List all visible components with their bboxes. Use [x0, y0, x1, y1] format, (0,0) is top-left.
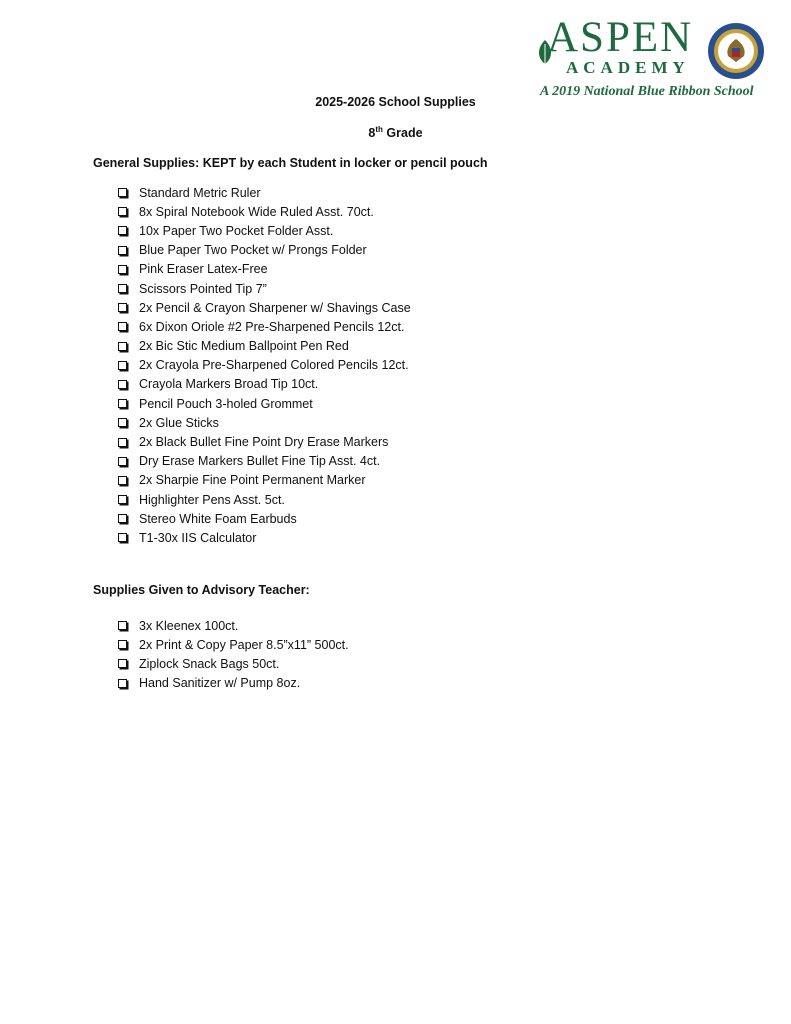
list-item-label: Standard Metric Ruler: [139, 185, 261, 200]
list-item: [118, 394, 411, 413]
list-item: [118, 241, 411, 260]
list-item: [118, 337, 411, 356]
checkbox-icon: [118, 380, 127, 389]
list-item-label: Dry Erase Markers Bullet Fine Tip Asst. 4ct.: [139, 454, 381, 469]
list-item: [118, 317, 411, 336]
list-item: [118, 528, 411, 547]
checkbox-icon: [118, 495, 127, 504]
list-item-label: 10x Paper Two Pocket Folder Asst.: [139, 223, 334, 238]
list-item: [118, 413, 411, 432]
list-item: [118, 221, 411, 240]
checkbox-icon: [118, 418, 127, 427]
list-item: [118, 509, 411, 528]
list-item-label: 2x Glue Sticks: [139, 415, 219, 430]
list-item-label: 2x Black Bullet Fine Point Dry Erase Markers: [139, 435, 389, 450]
list-item-label: Ziplock Snack Bags 50ct.: [139, 656, 280, 671]
checkbox-icon: [118, 303, 127, 312]
list-item-label: Pink Eraser Latex-Free: [139, 262, 268, 277]
checkbox-icon: [118, 457, 127, 466]
list-item-label: Blue Paper Two Pocket w/ Prongs Folder: [139, 243, 367, 258]
checkbox-icon: [118, 476, 127, 485]
list-item: [118, 452, 411, 471]
list-item-label: 6x Dixon Oriole #2 Pre-Sharpened Pencils 12ct.: [139, 319, 405, 334]
list-item-label: 2x Crayola Pre-Sharpened Colored Pencils 12ct.: [139, 358, 409, 373]
list-item-label: Crayola Markers Broad Tip 10ct.: [139, 377, 319, 392]
list-item-label: 2x Print & Copy Paper 8.5”x11” 500ct.: [139, 637, 349, 652]
list-item: [118, 202, 411, 221]
list-item-label: Stereo White Foam Earbuds: [139, 511, 297, 526]
checkbox-icon: [118, 207, 127, 216]
list-item-label: 2x Pencil & Crayon Sharpener w/ Shavings Case: [139, 300, 411, 315]
list-item: [118, 279, 411, 298]
checkbox-icon: [118, 533, 127, 542]
document-title: 2025-2026 School Supplies: [315, 95, 476, 109]
list-item-label: Pencil Pouch 3-holed Grommet: [139, 396, 313, 411]
logo-tagline: A 2019 National Blue Ribbon School: [540, 84, 754, 99]
list-item: [118, 356, 411, 375]
list-item: [118, 183, 411, 202]
general-supplies-list: [118, 183, 411, 548]
list-item-label: 3x Kleenex 100ct.: [139, 618, 239, 633]
checkbox-icon: [118, 342, 127, 351]
grade-number: 8: [368, 126, 376, 141]
checkbox-icon: [118, 640, 127, 649]
list-item: [118, 654, 349, 673]
checkbox-icon: [118, 514, 127, 523]
list-item: [118, 616, 349, 635]
logo-name: ASPEN: [547, 14, 694, 61]
checkbox-icon: [118, 679, 127, 688]
list-item-label: Hand Sanitizer w/ Pump 8oz.: [139, 676, 301, 691]
checkbox-icon: [118, 322, 127, 331]
checkbox-icon: [118, 265, 127, 274]
checkbox-icon: [118, 188, 127, 197]
checkbox-icon: [118, 246, 127, 255]
list-item: [118, 260, 411, 279]
checkbox-icon: [118, 659, 127, 668]
list-item-label: Scissors Pointed Tip 7”: [139, 281, 267, 296]
list-item-label: Highlighter Pens Asst. 5ct.: [139, 492, 285, 507]
list-item-label: 2x Bic Stic Medium Ballpoint Pen Red: [139, 339, 349, 354]
list-item: [118, 432, 411, 451]
advisory-supplies-heading: Supplies Given to Advisory Teacher:: [93, 583, 310, 597]
checkbox-icon: [118, 284, 127, 293]
grade-heading: [0, 125, 791, 140]
list-item: [118, 674, 349, 693]
logo-subname: ACADEMY: [566, 58, 690, 77]
checkbox-icon: [118, 399, 127, 408]
grade-word: Grade: [386, 126, 423, 141]
list-item-label: 2x Sharpie Fine Point Permanent Marker: [139, 473, 366, 488]
list-item: [118, 298, 411, 317]
grade-suffix: th: [375, 125, 383, 134]
list-item-label: 8x Spiral Notebook Wide Ruled Asst. 70ct.: [139, 204, 374, 219]
checkbox-icon: [118, 226, 127, 235]
checkbox-icon: [118, 361, 127, 370]
checkbox-icon: [118, 621, 127, 630]
blue-ribbon-seal-icon: [707, 22, 765, 80]
list-item: [118, 490, 411, 509]
general-supplies-heading: General Supplies: KEPT by each Student in locker or pencil pouch: [93, 156, 488, 170]
list-item: [118, 471, 411, 490]
list-item-label: T1-30x IIS Calculator: [139, 530, 257, 545]
list-item: [118, 635, 349, 654]
school-logo: [535, 16, 771, 104]
list-item: [118, 375, 411, 394]
checkbox-icon: [118, 438, 127, 447]
advisory-supplies-list: [118, 616, 349, 693]
